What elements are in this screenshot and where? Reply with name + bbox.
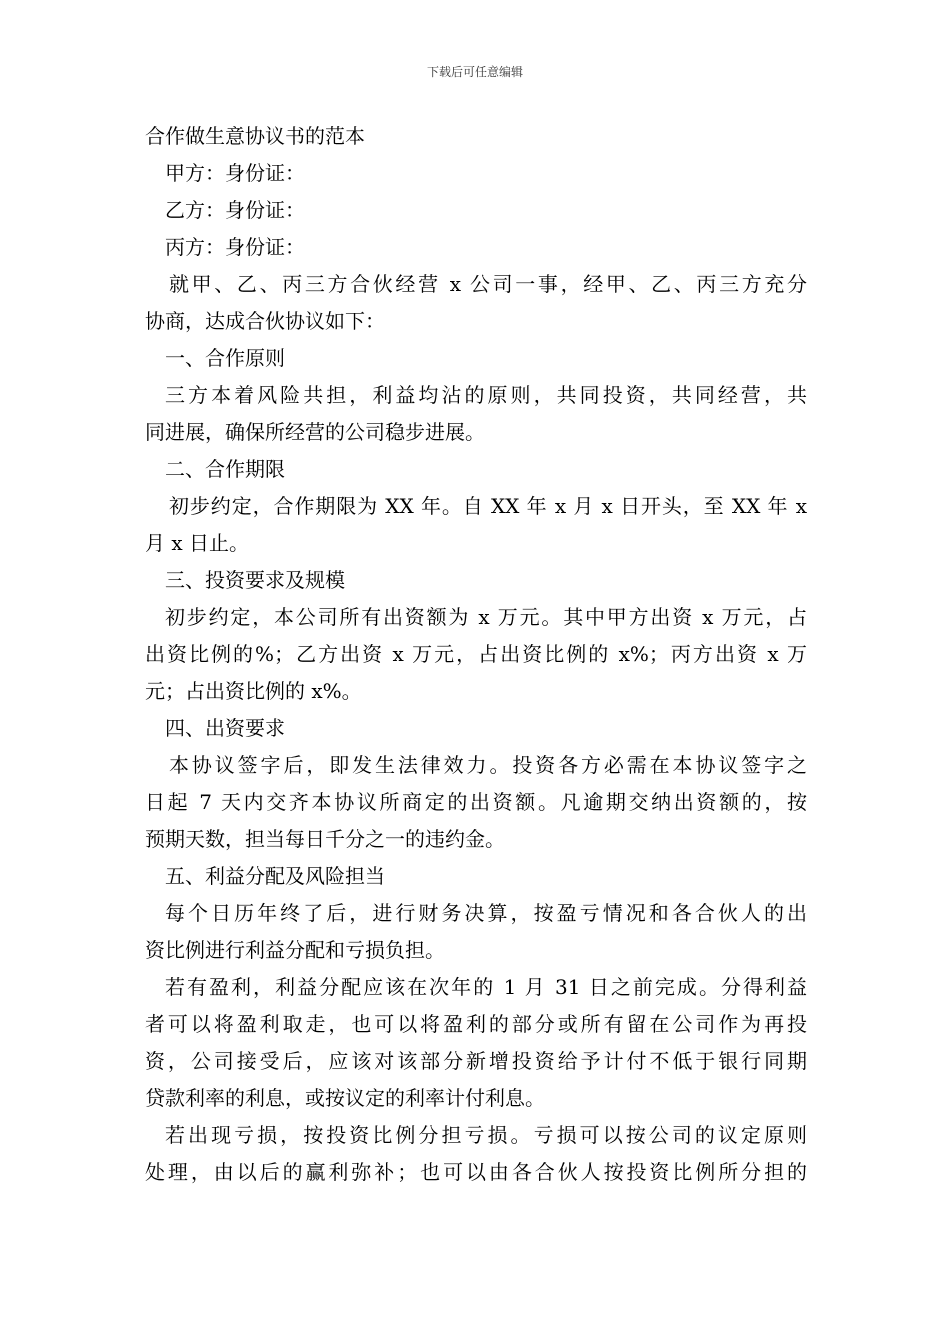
document-body — [145, 118, 807, 1191]
section-3-line-1: 初步约定，本公司所有出资额为 x 万元。其中甲方出资 x 万元，占 — [165, 605, 807, 629]
section-4-line-1: 本协议签字后，即发生法律效力。投资各方必需在本协议签字之 — [169, 753, 807, 777]
section-5-para-1-line-2: 资比例进行利益分配和亏损负担。 — [145, 938, 445, 962]
section-3-line-3: 元；占出资比例的 x%。 — [145, 679, 362, 703]
section-4-heading: 四、出资要求 — [165, 716, 285, 740]
section-3-heading: 三、投资要求及规模 — [165, 568, 345, 592]
section-5-para-2-line-1: 若有盈利，利益分配应该在次年的 1 月 31 日之前完成。分得利益 — [165, 975, 807, 999]
page-header-note: 下载后可任意编辑 — [426, 65, 523, 79]
party-b-line: 乙方：身份证： — [165, 198, 305, 222]
document-title: 合作做生意协议书的范本 — [145, 124, 365, 148]
intro-line-1: 就甲、乙、丙三方合伙经营 x 公司一事，经甲、乙、丙三方充分 — [169, 272, 807, 296]
section-1-line-1: 三方本着风险共担，利益均沾的原则，共同投资，共同经营，共 — [165, 383, 807, 407]
section-3-line-2: 出资比例的%；乙方出资 x 万元，占出资比例的 x%；丙方出资 x 万 — [145, 642, 807, 666]
section-2-line-1: 初步约定，合作期限为 XX 年。自 XX 年 x 月 x 日开头，至 XX 年 x — [169, 494, 807, 518]
section-5-para-3-line-1: 若出现亏损，按投资比例分担亏损。亏损可以按公司的议定原则 — [165, 1123, 807, 1147]
section-5-para-2-line-4: 贷款利率的利息，或按议定的利率计付利息。 — [145, 1086, 545, 1110]
intro-line-2: 协商，达成合伙协议如下： — [145, 309, 385, 333]
section-4-line-2: 日起 7 天内交齐本协议所商定的出资额。凡逾期交纳出资额的，按 — [145, 790, 807, 814]
section-5-para-3-line-2: 处理，由以后的赢利弥补；也可以由各合伙人按投资比例所分担的 — [145, 1160, 807, 1184]
section-2-line-2: 月 x 日止。 — [145, 531, 249, 555]
section-5-heading: 五、利益分配及风险担当 — [165, 864, 385, 888]
section-5-para-1-line-1: 每个日历年终了后，进行财务决算，按盈亏情况和各合伙人的出 — [165, 901, 807, 925]
section-5-para-2-line-2: 者可以将盈利取走，也可以将盈利的部分或所有留在公司作为再投 — [145, 1012, 807, 1036]
section-4-line-3: 预期天数，担当每日千分之一的违约金。 — [145, 827, 505, 851]
party-c-line: 丙方：身份证： — [165, 235, 305, 259]
party-a-line: 甲方：身份证： — [165, 161, 305, 185]
section-1-heading: 一、合作原则 — [165, 346, 285, 370]
section-5-para-2-line-3: 资，公司接受后，应该对该部分新增投资给予计付不低于银行同期 — [145, 1049, 807, 1073]
section-1-line-2: 同进展，确保所经营的公司稳步进展。 — [145, 420, 485, 444]
section-2-heading: 二、合作期限 — [165, 457, 285, 481]
